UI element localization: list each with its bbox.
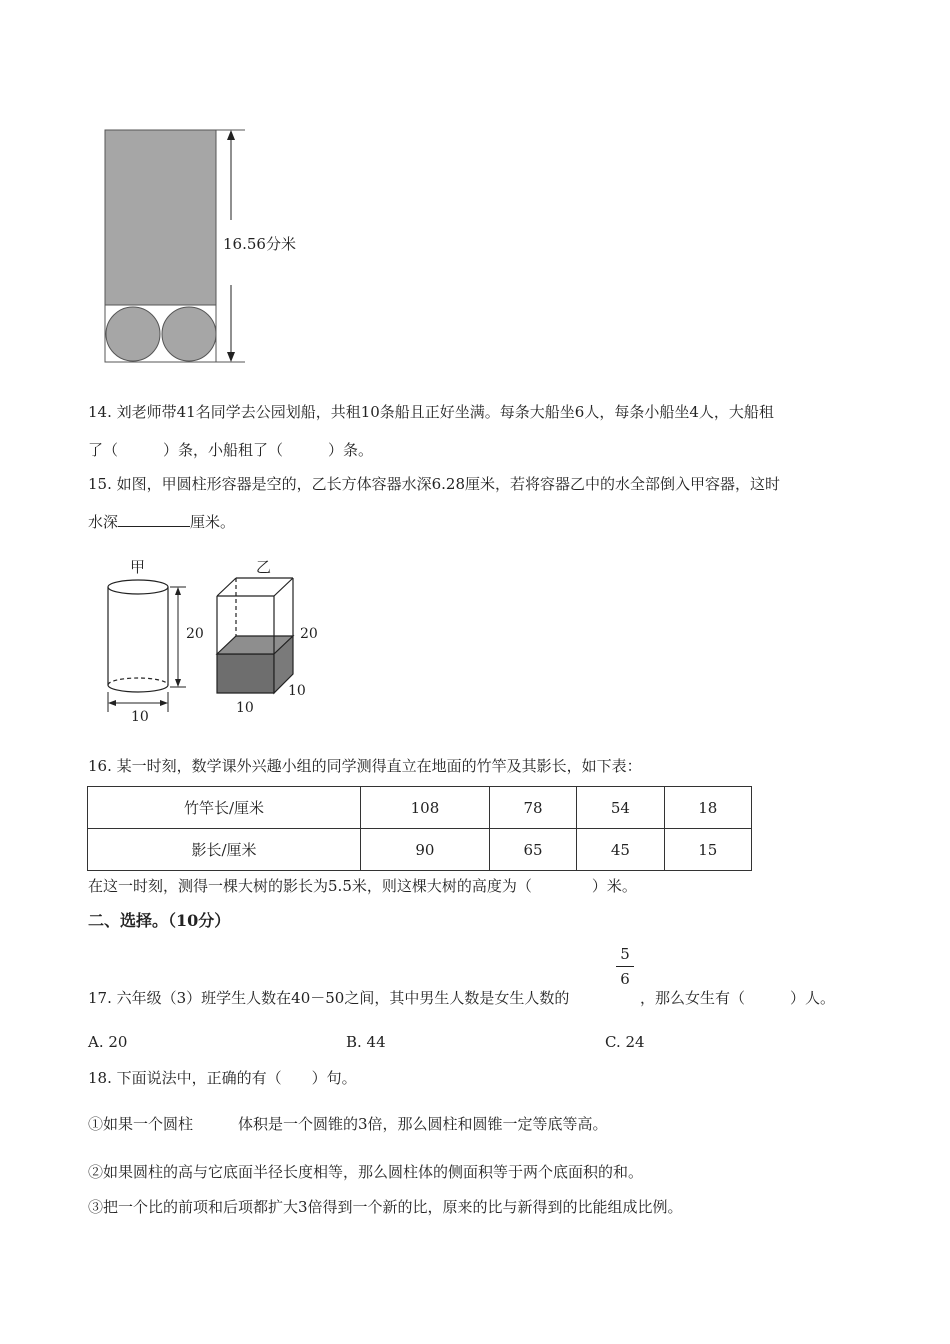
section-title: 二、选择。（10分） — [88, 911, 231, 930]
q15-line2 — [88, 512, 235, 532]
q16-question: 在这一时刻，测得一棵大树的影长为5.5米，则这棵大树的高度为（ ）米。 — [88, 877, 637, 895]
q14-line2: 了（ ）条，小船租了（ ）条。 — [88, 441, 374, 459]
water-front — [217, 654, 274, 693]
option-c[interactable]: C. 24 — [605, 1033, 645, 1051]
q17-text-before: 17. 六年级（3）班学生人数在40－50之间，其中男生人数是女生人数的 — [88, 989, 570, 1007]
q15-line1: 15. 如图，甲圆柱形容器是空的，乙长方体容器水深6.28厘米，若将容器乙中的水全部倒入甲容器，这时 — [88, 475, 781, 493]
q18-statement-3: ③把一个比的前项和后项都扩大3倍得到一个新的比，原来的比与新得到的比能组成比例。 — [88, 1198, 683, 1216]
fraction-bar — [616, 966, 634, 967]
cylinder-unfold-figure — [95, 120, 325, 375]
base-circle-left — [106, 307, 160, 361]
q16-intro: 16. 某一时刻，数学课外兴趣小组的同学测得直立在地面的竹竿及其影长，如下表： — [88, 757, 642, 775]
table-cell: 108 — [361, 787, 490, 829]
containers-figure — [100, 552, 340, 727]
fraction-denominator: 6 — [620, 970, 630, 988]
table-cell: 54 — [577, 787, 664, 829]
base-circle-right — [162, 307, 216, 361]
shadow-table — [87, 786, 752, 871]
yi-height-label: 20 — [300, 626, 318, 642]
table-cell: 90 — [361, 829, 490, 871]
table-cell: 78 — [489, 787, 576, 829]
row-header: 竹竿长/厘米 — [88, 787, 361, 829]
q18-stem: 18. 下面说法中，正确的有（ ）句。 — [88, 1069, 357, 1087]
cylinder-top — [108, 580, 168, 594]
table-cell: 45 — [577, 829, 664, 871]
table-row — [88, 787, 752, 829]
table-cell: 18 — [664, 787, 751, 829]
q15-prefix: 水深 — [88, 513, 119, 531]
yi-width-label: 10 — [236, 700, 254, 716]
jia-diameter-label: 10 — [131, 709, 149, 725]
height-label: 16.56分米 — [223, 235, 296, 253]
q18-statement-2: ②如果圆柱的高与它底面半径长度相等，那么圆柱体的侧面积等于两个底面积的和。 — [88, 1163, 644, 1181]
yi-label: 乙 — [256, 558, 272, 576]
yi-depth-label: 10 — [288, 683, 306, 699]
jia-label: 甲 — [130, 558, 146, 576]
table-row — [88, 829, 752, 871]
jia-height-label: 20 — [186, 626, 204, 642]
answer-blank — [118, 512, 190, 527]
option-a[interactable]: A. 20 — [88, 1033, 128, 1051]
q17-text-after: ，那么女生有（ ）人。 — [640, 989, 836, 1007]
q15-suffix: 厘米。 — [190, 513, 236, 531]
fraction — [614, 944, 636, 989]
row-header: 影长/厘米 — [88, 829, 361, 871]
option-b[interactable]: B. 44 — [346, 1033, 386, 1051]
lateral-rectangle — [105, 130, 216, 305]
table-cell: 65 — [489, 829, 576, 871]
table-cell: 15 — [664, 829, 751, 871]
q18-statement-1: ①如果一个圆柱 体积是一个圆锥的3倍，那么圆柱和圆锥一定等底等高。 — [88, 1115, 608, 1133]
q14-line1: 14. 刘老师带41名同学去公园划船，共租10条船且正好坐满。每条大船坐6人，每条小船坐4人，大船租 — [88, 403, 774, 421]
fraction-numerator: 5 — [620, 945, 630, 963]
